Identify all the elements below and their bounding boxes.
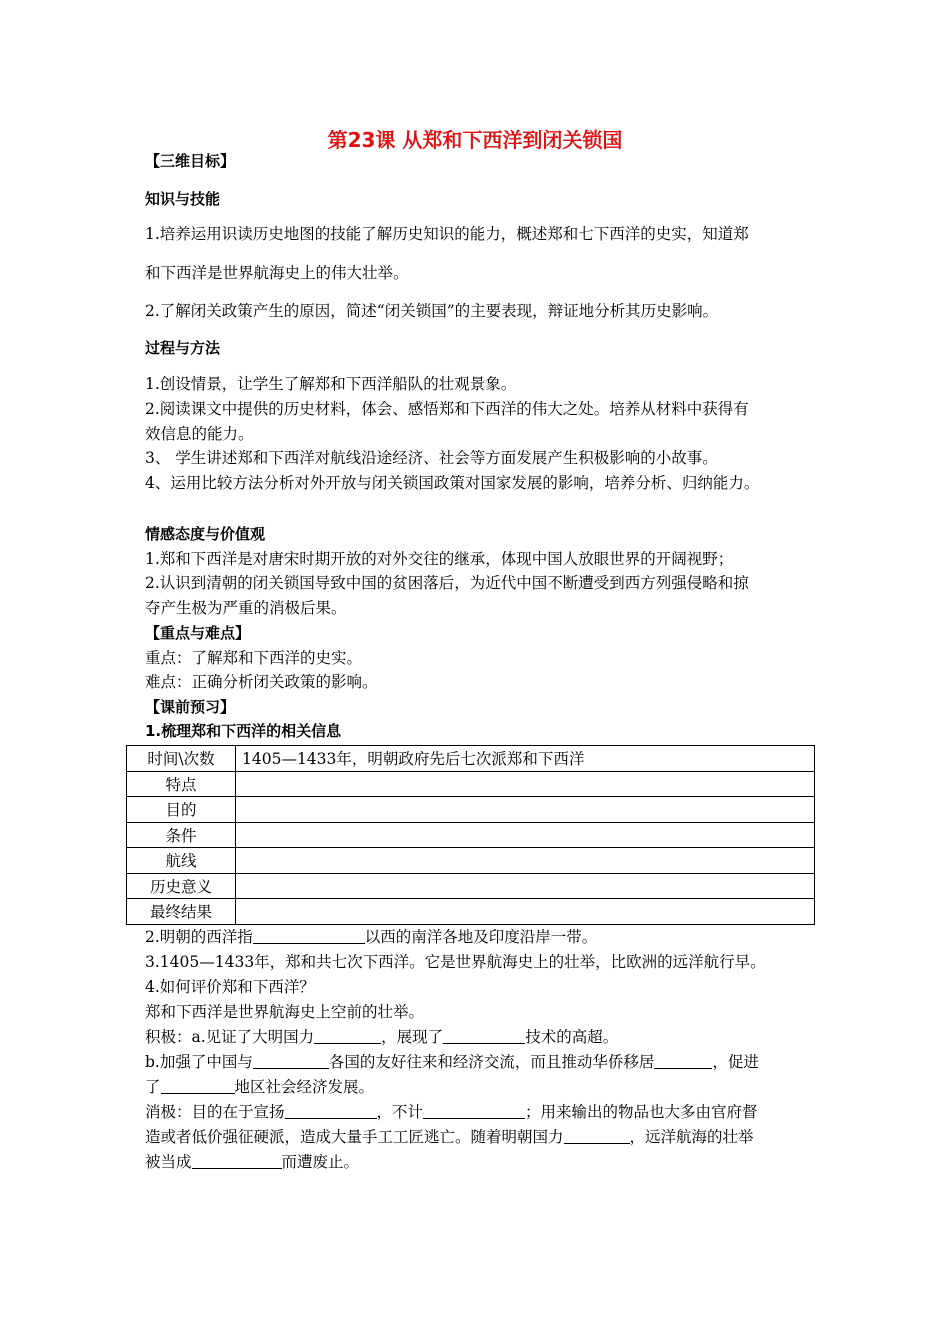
question-2-text-a: 2.明朝的西洋指 <box>145 928 253 946</box>
positive-b-text-2: 各国的友好往来和经济交流，而且推动华侨移居 <box>328 1053 655 1071</box>
table-row-value[interactable] <box>236 771 815 797</box>
table-row-value[interactable] <box>236 899 815 925</box>
table-row <box>127 873 815 899</box>
negative-text-3: ；用来输出的物品也大多由官府督 <box>525 1103 758 1121</box>
knowledge-item-1a: 1.培养运用识读历史地图的技能了解历史知识的能力，概述郑和七下西洋的史实，知道郑 <box>145 225 749 243</box>
positive-b2-text-2: 地区社会经济发展。 <box>234 1078 375 1096</box>
question-4-intro: 郑和下西洋是世界航海史上空前的壮举。 <box>145 1003 425 1021</box>
process-item-2b: 效信息的能力。 <box>145 425 254 443</box>
table-row-value[interactable] <box>236 848 815 874</box>
positive-point-b-cont <box>145 1077 374 1097</box>
process-item-1: 1.创设情景，让学生了解郑和下西洋船队的壮观景象。 <box>145 375 517 393</box>
table-row <box>127 771 815 797</box>
question-2 <box>145 927 597 947</box>
fill-blank[interactable] <box>161 1077 235 1094</box>
fill-blank[interactable] <box>443 1027 525 1044</box>
table-row-value[interactable] <box>236 822 815 848</box>
negative-point-end <box>145 1152 359 1172</box>
table-row-label: 目的 <box>127 797 236 823</box>
positive-a-text-1: 积极：a.见证了大明国力 <box>145 1028 315 1046</box>
table-row-value[interactable] <box>236 873 815 899</box>
objectives-heading: 【三维目标】 <box>145 152 236 170</box>
fill-blank[interactable] <box>564 1127 630 1144</box>
focus-difficulty: 难点：正确分析闭关政策的影响。 <box>145 673 378 691</box>
negative-point-cont <box>145 1127 754 1147</box>
negative-text-2: ，不计 <box>376 1103 424 1121</box>
focus-key-point: 重点：了解郑和下西洋的史实。 <box>145 649 363 667</box>
table-row <box>127 797 815 823</box>
fill-blank[interactable] <box>423 1102 525 1119</box>
table-row-label: 最终结果 <box>127 899 236 925</box>
table-row-label: 航线 <box>127 848 236 874</box>
positive-b-text-1: b.加强了中国与 <box>145 1053 253 1071</box>
positive-b-text-3: ，促进 <box>712 1053 759 1071</box>
process-heading: 过程与方法 <box>145 339 221 357</box>
positive-b2-text-1: 了 <box>145 1078 161 1096</box>
knowledge-heading: 知识与技能 <box>145 190 221 208</box>
emotion-item-2b: 夺产生极为严重的消极后果。 <box>145 599 347 617</box>
fill-blank[interactable] <box>285 1102 377 1119</box>
table-row-label: 历史意义 <box>127 873 236 899</box>
negative3-text-2: 而遭废止。 <box>281 1153 360 1171</box>
positive-a-text-2: ，展现了 <box>381 1028 444 1046</box>
fill-blank[interactable] <box>654 1052 712 1069</box>
fill-blank[interactable] <box>192 1152 282 1169</box>
fill-blank[interactable] <box>314 1027 381 1044</box>
table-row <box>127 848 815 874</box>
process-item-2a: 2.阅读课文中提供的历史材料，体会、感悟郑和下西洋的伟大之处。培养从材料中获得有 <box>145 400 749 418</box>
negative-point <box>145 1102 758 1122</box>
table-row-label: 条件 <box>127 822 236 848</box>
emotion-heading: 情感态度与价值观 <box>145 525 266 543</box>
table-row-label: 特点 <box>127 771 236 797</box>
table-row-label: 时间\次数 <box>127 746 236 772</box>
negative3-text-1: 被当成 <box>145 1153 192 1171</box>
voyage-info-table <box>126 745 815 925</box>
negative-text-1: 消极：目的在于宣扬 <box>145 1103 285 1121</box>
table-row-value[interactable] <box>236 797 815 823</box>
negative2-text-2: ，远洋航海的壮举 <box>629 1128 754 1146</box>
table-row <box>127 746 815 772</box>
knowledge-item-1b: 和下西洋是世界航海史上的伟大壮举。 <box>145 264 409 282</box>
positive-a-text-3: 技术的高超。 <box>525 1028 619 1046</box>
question-3: 3.1405—1433年，郑和共七次下西洋。它是世界航海史上的壮举，比欧洲的远洋航行早。 <box>145 953 766 971</box>
table-row-value[interactable]: 1405—1433年，明朝政府先后七次派郑和下西洋 <box>236 746 815 772</box>
preview-q1-heading: 1.梳理郑和下西洋的相关信息 <box>145 722 342 740</box>
page-title: 第23课 从郑和下西洋到闭关锁国 <box>327 128 623 152</box>
negative2-text-1: 造或者低价强征硬派，造成大量手工工匠逃亡。随着明朝国力 <box>145 1128 564 1146</box>
positive-point-a <box>145 1027 618 1047</box>
emotion-item-2a: 2.认识到清朝的闭关锁国导致中国的贫困落后，为近代中国不断遭受到西方列强侵略和掠 <box>145 574 749 592</box>
positive-point-b <box>145 1052 759 1072</box>
focus-heading: 【重点与难点】 <box>145 624 251 642</box>
process-item-4: 4、运用比较方法分析对外开放与闭关锁国政策对国家发展的影响，培养分析、归纳能力。 <box>145 474 760 492</box>
table-row <box>127 899 815 925</box>
preview-heading: 【课前预习】 <box>145 698 236 716</box>
process-item-3: 3、 学生讲述郑和下西洋对航线沿途经济、社会等方面发展产生积极影响的小故事。 <box>145 449 718 467</box>
fill-blank[interactable] <box>253 927 365 944</box>
question-2-text-b: 以西的南洋各地及印度沿岸一带。 <box>364 928 598 946</box>
emotion-item-1: 1.郑和下西洋是对唐宋时期开放的对外交往的继承，体现中国人放眼世界的开阔视野； <box>145 550 734 568</box>
fill-blank[interactable] <box>253 1052 329 1069</box>
knowledge-item-2: 2.了解闭关政策产生的原因，简述“闭关锁国”的主要表现，辩证地分析其历史影响。 <box>145 302 719 320</box>
question-4: 4.如何评价郑和下西洋？ <box>145 978 315 996</box>
table-row <box>127 822 815 848</box>
